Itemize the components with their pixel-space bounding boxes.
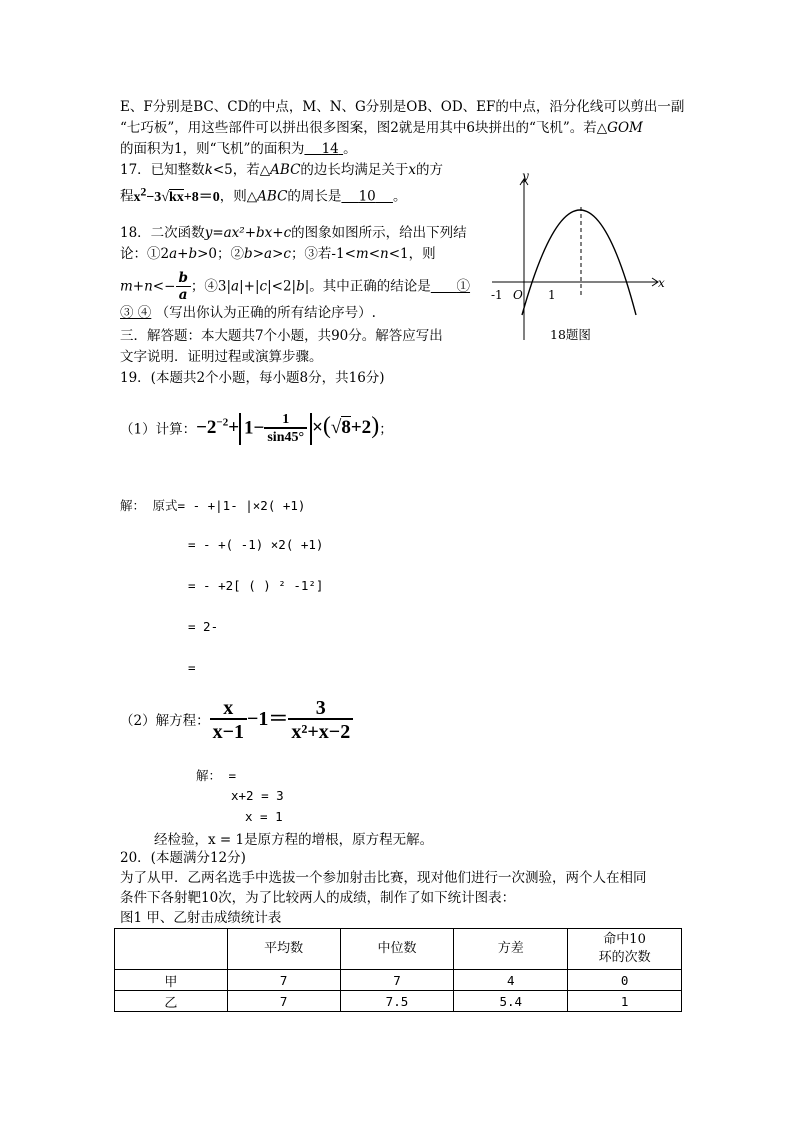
intro-text-3: 的面积为1，则“飞机”的面积为 bbox=[120, 141, 305, 157]
q19-p2-conclusion: 经检验，x = 1是原方程的增根，原方程无解。 bbox=[154, 832, 434, 848]
intro-text-2: “七巧板”，用这些部件可以拼出很多图案，图2就是用其中6块拼出的“飞机”。若△ bbox=[120, 120, 608, 136]
q19-solution-1: 解： 原式= - +|1- |×2( +1) bbox=[120, 498, 306, 513]
q18-t2g: a bbox=[264, 246, 273, 262]
table-cell-ten-ring: 0 bbox=[568, 970, 682, 991]
q18-t2f: > bbox=[252, 246, 264, 262]
table-header-variance: 方差 bbox=[454, 929, 568, 970]
graph-tick-neg1: -1 bbox=[491, 288, 503, 302]
q19-p1-radicand: 8 bbox=[341, 417, 351, 439]
parabola-graph bbox=[486, 165, 676, 350]
table-header-median: 中位数 bbox=[340, 929, 454, 970]
intro-answer bbox=[304, 141, 343, 157]
q17-eq-radicand: kx bbox=[169, 189, 184, 205]
q17-equation bbox=[133, 185, 220, 205]
q19-p1-fraction bbox=[264, 413, 307, 445]
q17-text-e: 程 bbox=[120, 188, 134, 205]
q19-p1-abs bbox=[239, 413, 312, 445]
intro-line-3 bbox=[120, 140, 357, 158]
table-cell-median: 7.5 bbox=[340, 991, 454, 1012]
q17-text-d: 的方 bbox=[416, 162, 444, 178]
q17-x: x bbox=[408, 162, 417, 178]
q18-t2a: 论：①2 bbox=[120, 246, 170, 262]
q19-p1-c: 1− bbox=[244, 417, 265, 439]
q17-eq-x: x bbox=[133, 189, 141, 205]
q18-t3h: |。其中正确的结论是 bbox=[304, 278, 431, 295]
q17-text-f: ，则△ bbox=[219, 188, 258, 205]
q19-p2-den1: x−1 bbox=[210, 718, 247, 742]
q20-table-caption: 图1 甲、乙射击成绩统计表 bbox=[120, 910, 282, 926]
q19-p2-num1: x bbox=[223, 697, 234, 720]
section3-line-1: 三．解答题：本大题共7个小题，共90分。解答应写出 bbox=[120, 328, 443, 344]
q17-abc: ABC bbox=[270, 162, 301, 178]
table-header-ten-ring-line-2: 环的次数 bbox=[598, 950, 651, 965]
q18-t4b: （写出你认为正确的所有结论序号）. bbox=[155, 305, 376, 321]
q18-t3g: b bbox=[296, 278, 305, 295]
q17-text-c: 的边长均满足关于 bbox=[300, 162, 409, 178]
q19-p1-num: 1 bbox=[282, 411, 290, 427]
q18-t2c: b bbox=[188, 246, 198, 262]
q20-header: 20．(本题满分12分) bbox=[120, 850, 246, 866]
q18-t2h: > bbox=[272, 246, 284, 262]
table-cell-median: 7 bbox=[340, 970, 454, 991]
q18-line-1 bbox=[120, 224, 467, 242]
sqrt-icon: √ bbox=[330, 417, 342, 439]
q17-text-h: 。 bbox=[392, 188, 407, 205]
q18-fraction bbox=[175, 272, 190, 302]
table-header-mean: 平均数 bbox=[227, 929, 340, 970]
q20-line-2: 条件下各射靶10次，为了比较两人的成绩，制作了如下统计图表： bbox=[120, 890, 516, 906]
q17-line-2 bbox=[120, 183, 406, 207]
q17-answer bbox=[341, 189, 393, 205]
q17-abc-2: ABC bbox=[257, 188, 288, 205]
q19-p2-den2: x²+x−2 bbox=[288, 718, 353, 742]
q18-t2b: + bbox=[177, 246, 189, 262]
table-header-blank bbox=[115, 929, 228, 970]
q17-text-g: 的周长是 bbox=[287, 188, 342, 205]
table-cell-mean: 7 bbox=[227, 970, 340, 991]
q17-text-b: <5，若△ bbox=[212, 162, 271, 178]
q17-answer-value: 10 bbox=[358, 188, 376, 205]
q18-line-2: 论：①2a+b>0；②b>a>c；③若-1<m<n<1，则 bbox=[120, 246, 436, 262]
q18-t2k: m bbox=[355, 246, 369, 262]
graph-y-label: y bbox=[522, 169, 529, 183]
intro-text-1: E、F分别是BC、CD的中点，M、N、G分别是OB、OD、EF的中点，沿分化线可以剪出一副 bbox=[120, 99, 685, 115]
q20-line-1: 为了从甲．乙两名选手中选拔一个参加射击比赛，现对他们进行一次测验，两个人在相同 bbox=[120, 870, 647, 886]
q19-p1-e: +2 bbox=[350, 417, 372, 439]
table-cell-variance: 4 bbox=[454, 970, 568, 991]
q18-t3d: |+| bbox=[239, 278, 260, 295]
table-header-ten-ring-line-1: 命中10 bbox=[603, 932, 646, 947]
q18-t3f: |<2| bbox=[267, 278, 297, 295]
q18-line-4 bbox=[120, 304, 376, 322]
graph-caption: 18题图 bbox=[550, 327, 591, 342]
q18-t3b: ；④3| bbox=[190, 278, 232, 295]
graph-origin: O bbox=[513, 288, 523, 302]
table-header-row bbox=[115, 929, 682, 970]
q17-eq-minus: −3 bbox=[146, 189, 162, 205]
q17-line-1 bbox=[120, 161, 443, 179]
q18-text-a: 18．二次函数 bbox=[120, 225, 205, 241]
q18-t3a: m+n<− bbox=[120, 278, 176, 295]
q18-function: y=ax²+bx+c bbox=[204, 225, 292, 241]
table-cell-variance: 5.4 bbox=[454, 991, 568, 1012]
q19-p2-equation bbox=[210, 697, 354, 744]
q19-p2-frac-2 bbox=[288, 698, 353, 742]
q19-p2-step-3: x = 1 bbox=[245, 809, 283, 824]
q17-k: k bbox=[204, 162, 213, 178]
q19-header: 19．(本题共2个小题，每小题8分，共16分) bbox=[120, 370, 385, 386]
section3-line-2: 文字说明．证明过程或演算步骤。 bbox=[120, 349, 323, 365]
q18-answer-2: ③ ④ bbox=[120, 305, 152, 321]
q18-t2m: n bbox=[380, 246, 389, 262]
intro-text-3-end: 。 bbox=[343, 141, 357, 157]
intro-answer-value: 14 bbox=[321, 141, 339, 157]
q19-part2 bbox=[120, 688, 353, 752]
q19-p2-mid: −1＝ bbox=[247, 708, 289, 730]
q18-frac-num: b bbox=[178, 270, 188, 286]
q19-p2-label: （2）解方程： bbox=[120, 713, 210, 729]
q18-line-3 bbox=[120, 272, 470, 302]
q19-solution-2: = - +( -1) ×2( +1) bbox=[188, 537, 324, 552]
q18-t3e: c bbox=[259, 278, 268, 295]
q19-p1-a: −2 bbox=[196, 417, 217, 439]
parabola-curve bbox=[522, 210, 636, 315]
q17-eq-rest: +8＝0 bbox=[183, 189, 220, 205]
intro-line-2 bbox=[120, 119, 643, 137]
q18-t2n: <1，则 bbox=[388, 246, 436, 262]
table-row bbox=[115, 970, 682, 991]
q17-text-a: 17．已知整数 bbox=[120, 162, 205, 178]
table-cell-ten-ring: 1 bbox=[568, 991, 682, 1012]
graph-tick-1: 1 bbox=[548, 288, 556, 302]
q18-answer-1-value: ① bbox=[456, 278, 471, 295]
q18-t2j: ；③若-1< bbox=[290, 246, 356, 262]
sqrt-icon: √ bbox=[161, 189, 169, 205]
q18-t2i: c bbox=[283, 246, 291, 262]
q18-frac-den: a bbox=[176, 286, 191, 303]
q18-t2e: b bbox=[244, 246, 253, 262]
q18-t2l: < bbox=[368, 246, 381, 262]
table-row bbox=[115, 991, 682, 1012]
q17-eq-sup: 2 bbox=[140, 185, 147, 198]
table-header-ten-ring-count bbox=[568, 929, 682, 970]
q18-text-b: 的图象如图所示，给出下列结 bbox=[291, 225, 467, 241]
q19-solution-5: = bbox=[188, 660, 196, 675]
table-cell-player: 乙 bbox=[115, 991, 228, 1012]
q19-p2-step-1: 解： = bbox=[196, 768, 237, 783]
q19-p1-times: × bbox=[312, 417, 323, 439]
intro-gom: GOM bbox=[607, 120, 643, 136]
q19-p2-num2: 3 bbox=[315, 697, 326, 720]
q19-p1-sup: −2 bbox=[216, 417, 229, 429]
q19-p1-expression: $-2^{-2}+ 1-$ $\frac{1}{\sin 45^\circ}$ ×(√8+2) bbox=[196, 411, 380, 445]
q19-p2-frac-1 bbox=[210, 698, 247, 742]
q19-p1-b: + bbox=[228, 417, 240, 439]
q19-p2-step-2: x+2 = 3 bbox=[231, 788, 284, 803]
table-cell-player: 甲 bbox=[115, 970, 228, 991]
q18-t3c: a bbox=[231, 278, 240, 295]
q18-answer-1 bbox=[431, 279, 470, 295]
q19-solution-4: = 2- bbox=[188, 619, 219, 634]
q19-p1-den: sin45° bbox=[264, 427, 307, 445]
q19-part1: （1）计算：$-2^{-2}+ 1-$ $\frac{1}{\sin 45^\circ}$ ×(√8+2)； bbox=[120, 411, 393, 445]
table-cell-mean: 7 bbox=[227, 991, 340, 1012]
q18-t2d: >0；② bbox=[197, 246, 245, 262]
score-statistics-table bbox=[114, 928, 682, 1012]
graph-x-label: x bbox=[658, 276, 665, 290]
q19-p1-label: （1）计算： bbox=[120, 421, 197, 438]
q19-solution-3: = - +2[ ( ) ² -1²] bbox=[188, 578, 324, 593]
intro-line-1 bbox=[120, 98, 684, 116]
